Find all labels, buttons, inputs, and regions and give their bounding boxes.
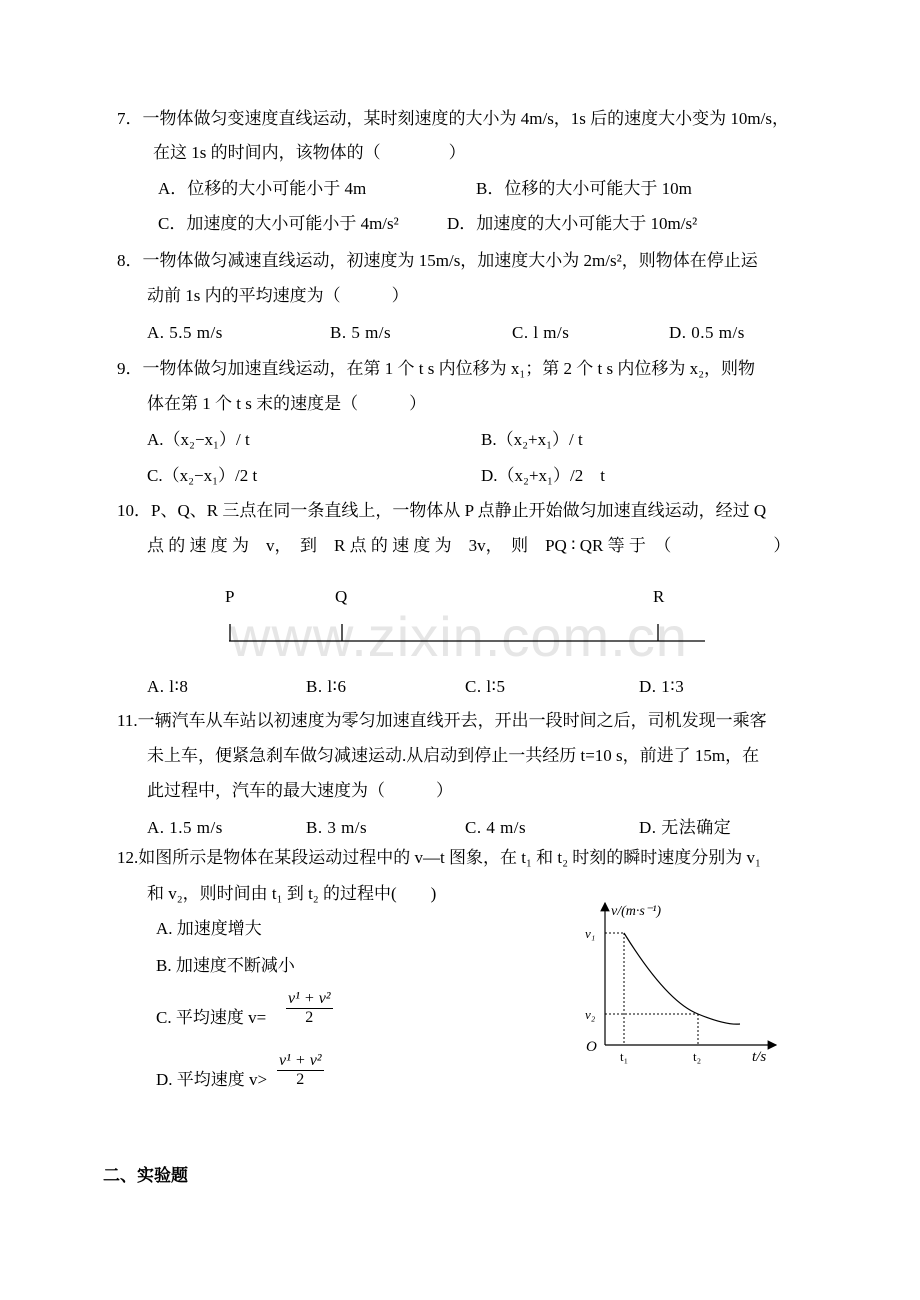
q10-option-b: B. l∶6 bbox=[306, 677, 347, 696]
q11-option-d: D. 无法确定 bbox=[639, 818, 732, 837]
q10-line2: 点 的 速 度 为 v， 到 R 点 的 速 度 为 3v， 则 PQ ∶ QR 等 于 （ ） bbox=[147, 536, 791, 555]
q8-option-a: A. 5.5 m/s bbox=[147, 323, 223, 342]
v1-label: v₁ bbox=[585, 926, 596, 941]
q8-line1: 8．一物体做匀减速直线运动，初速度为 15m/s，加速度大小为 2m/s²，则物体在停止运 bbox=[117, 251, 758, 270]
y-axis-label: v/(m·s⁻¹) bbox=[611, 904, 662, 919]
q12-option-c-prefix: C. 平均速度 v= bbox=[156, 1008, 267, 1027]
t2-label: t₂ bbox=[693, 1049, 702, 1064]
q12-option-d-numerator: v¹ + v² bbox=[279, 1052, 322, 1069]
q12-option-c-numerator: v¹ + v² bbox=[288, 990, 331, 1007]
section-heading-experiment: 二、实验题 bbox=[103, 1166, 188, 1185]
q7-line1: 7．一物体做匀变速度直线运动，某时刻速度的大小为 4m/s，1s 后的速度大小变为 10m/s， bbox=[117, 109, 789, 128]
q12-option-c-denominator: 2 bbox=[305, 1009, 314, 1026]
q12-option-b: B. 加速度不断减小 bbox=[156, 956, 295, 975]
q9-line1: 9．一物体做匀加速直线运动，在第 1 个 t s 内位移为 x₁；第 2 个 t s 内位移为 x₂，则物 bbox=[117, 359, 756, 378]
pqr-line-diagram bbox=[215, 580, 715, 650]
vt-curve bbox=[624, 933, 740, 1024]
x-axis-label: t/s bbox=[752, 1049, 767, 1065]
q11-line3: 此过程中，汽车的最大速度为（ ） bbox=[147, 781, 453, 800]
q8-line2: 动前 1s 内的平均速度为（ ） bbox=[147, 286, 409, 305]
watermark: www.zixin.com.cn bbox=[230, 605, 688, 668]
label-p: P bbox=[225, 587, 235, 606]
v2-label: v₂ bbox=[585, 1007, 596, 1022]
q8-option-b: B. 5 m/s bbox=[330, 323, 392, 342]
q7-option-b: B．位移的大小可能大于 10m bbox=[476, 179, 692, 198]
q8-option-c: C. l m/s bbox=[512, 323, 570, 342]
q11-option-b: B. 3 m/s bbox=[306, 818, 368, 837]
q12-line1: 12.如图所示是物体在某段运动过程中的 v—t 图象，在 t₁ 和 t₂ 时刻的瞬时速度分别为 v₁ bbox=[117, 848, 761, 867]
q9-option-a: A.（x₂−x₁）/ t bbox=[147, 430, 250, 449]
q11-line2: 未上车，便紧急刹车做匀减速运动.从启动到停止一共经历 t=10 s，前进了 15m，在 bbox=[147, 746, 760, 765]
q10-option-d: D. 1∶3 bbox=[639, 677, 685, 696]
q10-option-c: C. l∶5 bbox=[465, 677, 506, 696]
label-r: R bbox=[653, 587, 665, 606]
q11-option-a: A. 1.5 m/s bbox=[147, 818, 223, 837]
q12-option-d-denominator: 2 bbox=[296, 1071, 305, 1088]
q7-line2: 在这 1s 的时间内，该物体的（ ） bbox=[153, 143, 466, 162]
q10-option-a: A. l∶8 bbox=[147, 677, 189, 696]
vt-graph bbox=[580, 895, 790, 1070]
q8-option-d: D. 0.5 m/s bbox=[669, 323, 745, 342]
q12-option-d-prefix: D. 平均速度 v> bbox=[156, 1070, 268, 1089]
q12-option-c-fraction bbox=[286, 990, 333, 1027]
q9-line2: 体在第 1 个 t s 末的速度是（ ） bbox=[147, 394, 427, 413]
q12-line2: 和 v₂，则时间由 t₁ 到 t₂ 的过程中( ) bbox=[147, 884, 437, 903]
label-q: Q bbox=[335, 587, 348, 606]
t1-label: t₁ bbox=[620, 1049, 629, 1064]
q11-option-c: C. 4 m/s bbox=[465, 818, 527, 837]
q9-option-b: B.（x₂+x₁）/ t bbox=[481, 430, 583, 449]
q12-option-d-fraction bbox=[277, 1052, 324, 1089]
q12-option-a: A. 加速度增大 bbox=[156, 919, 262, 938]
q11-line1: 11.一辆汽车从车站以初速度为零匀加速直线开去，开出一段时间之后，司机发现一乘客 bbox=[117, 711, 767, 730]
q7-option-c: C．加速度的大小可能小于 4m/s² bbox=[158, 214, 399, 233]
q7-option-a: A．位移的大小可能小于 4m bbox=[158, 179, 367, 198]
q7-option-d: D．加速度的大小可能大于 10m/s² bbox=[447, 214, 698, 233]
origin-label: O bbox=[586, 1039, 597, 1055]
q10-line1: 10．P、Q、R 三点在同一条直线上，一物体从 P 点静止开始做匀加速直线运动，经过 Q bbox=[117, 501, 767, 520]
q9-option-d: D.（x₂+x₁）/2 t bbox=[481, 466, 605, 485]
q9-option-c: C.（x₂−x₁）/2 t bbox=[147, 466, 258, 485]
